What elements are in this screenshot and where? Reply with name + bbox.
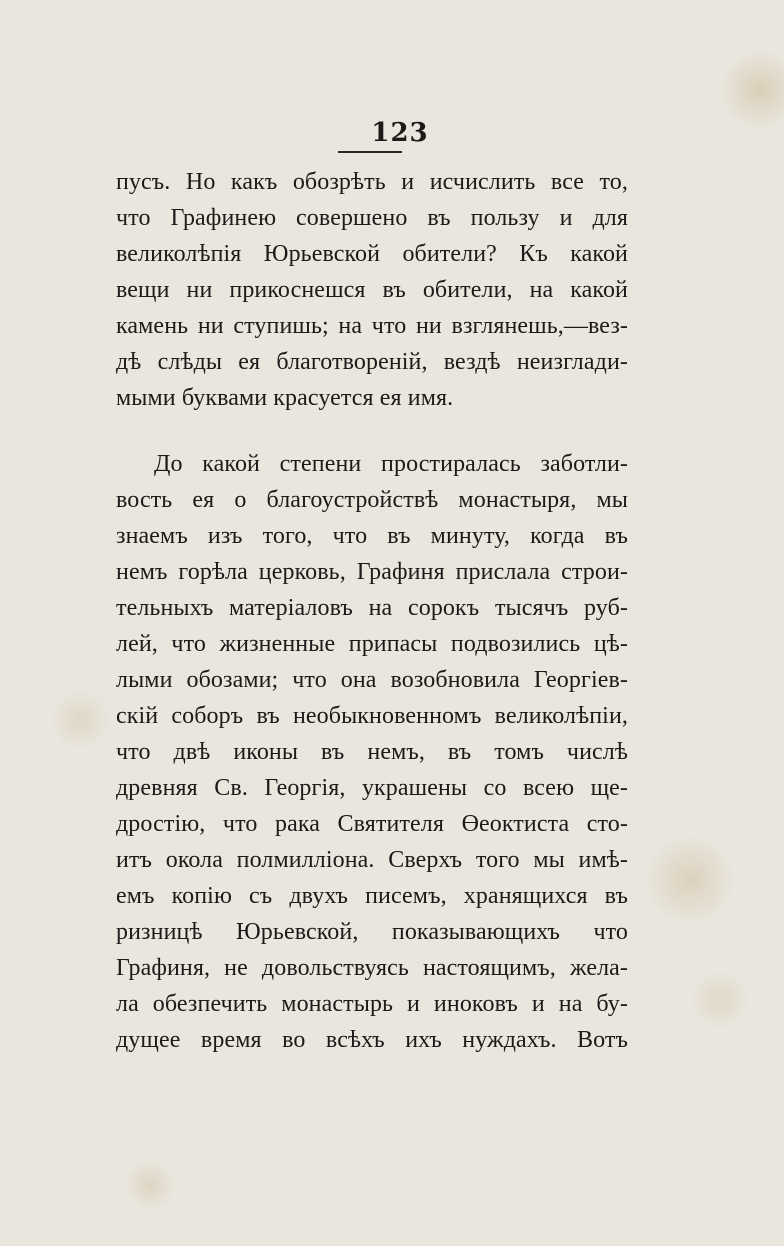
text-line: До какой степени простиралась заботли- — [154, 451, 628, 477]
text-line: знаемъ изъ того, что въ минуту, когда въ — [116, 523, 628, 549]
text-line: итъ окола полмилліона. Сверхъ того мы имѣ- — [116, 847, 628, 873]
text-line: скій соборъ въ необыкновенномъ великолѣпіи, — [116, 703, 628, 729]
text-line: дростію, что рака Святителя Өеоктиста сто- — [116, 811, 628, 837]
text-line: вость ея о благоустройствѣ монастыря, мы — [116, 487, 628, 513]
paragraph-2 — [116, 446, 628, 1058]
text-line: мыми буквами красуется ея имя. — [116, 385, 454, 411]
text-line: дущее время во всѣхъ ихъ нуждахъ. Вотъ — [116, 1027, 628, 1053]
text-line: дѣ слѣды ея благотвореній, вездѣ неизглади- — [116, 349, 628, 375]
text-line: великолѣпія Юрьевской обители? Къ какой — [116, 241, 628, 267]
text-line: тельныхъ матеріаловъ на сорокъ тысячъ руб- — [116, 595, 628, 621]
header-rule — [338, 151, 402, 153]
paragraph-1 — [116, 164, 628, 416]
text-line: древняя Св. Георгія, украшены со всею ще- — [116, 775, 628, 801]
text-line: камень ни ступишь; на что ни взглянешь,—вез- — [116, 313, 628, 339]
text-line: лыми обозами; что она возобновила Георгіев- — [116, 667, 628, 693]
text-line: что двѣ иконы въ немъ, въ томъ числѣ — [116, 739, 628, 765]
text-line: лей, что жизненные припасы подвозились цѣ- — [116, 631, 628, 657]
text-line: Графиня, не довольствуясь настоящимъ, жела- — [116, 955, 628, 981]
text-line: что Графинею совершено въ пользу и для — [116, 205, 628, 231]
page-number: 123 — [371, 118, 429, 148]
text-line: немъ горѣла церковь, Графиня прислала строи- — [116, 559, 628, 585]
text-line: ризницѣ Юрьевской, показывающихъ что — [116, 919, 628, 945]
text-line: вещи ни прикоснешся въ обители, на какой — [116, 277, 628, 303]
text-line: емъ копію съ двухъ писемъ, хранящихся въ — [116, 883, 628, 909]
text-line: пусъ. Но какъ обозрѣть и исчислить все то, — [116, 169, 628, 195]
text-line: ла обезпечить монастырь и иноковъ и на бу- — [116, 991, 628, 1017]
